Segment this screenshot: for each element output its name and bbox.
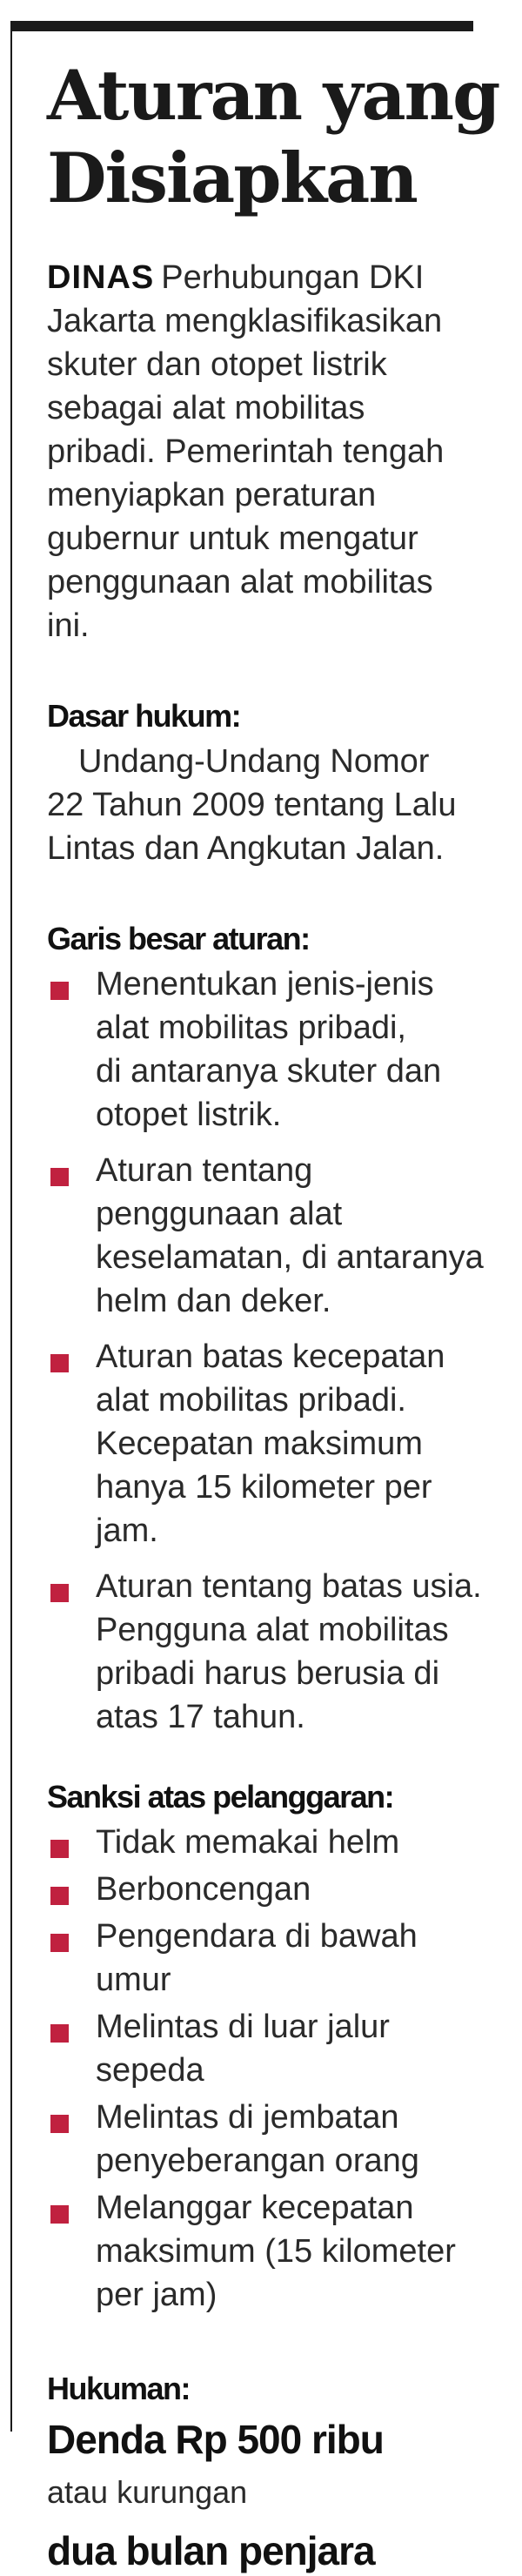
bullet-square-icon [50, 1168, 69, 1186]
legal-line: Lintas dan Angkutan Jalan. [47, 830, 445, 867]
sanctions-list [47, 1821, 499, 2317]
legal-basis-text [47, 740, 499, 870]
top-rule [10, 21, 473, 31]
intro-line: penggunaan alat mobilitas [47, 564, 433, 600]
list-item [47, 1868, 499, 1911]
intro-line [47, 256, 499, 299]
item-line: umur [96, 1962, 171, 1998]
item-line: maksimum (15 kilometer [96, 2233, 456, 2270]
intro-line: menyiapkan peraturan [47, 477, 377, 513]
item-line: Kecepatan maksimum [96, 1426, 423, 1462]
item-line: Menentukan jenis-jenis [96, 966, 434, 1003]
item-line: penyeberangan orang [96, 2143, 419, 2179]
item-line: Melintas di jembatan [96, 2099, 399, 2136]
left-rule [10, 21, 12, 2432]
bullet-square-icon [50, 2024, 69, 2043]
legal-basis-title: Dasar hukum: [47, 698, 241, 734]
list-item [47, 1335, 499, 1553]
intro-line: gubernur untuk mengatur [47, 520, 418, 557]
headline [47, 54, 499, 219]
list-item [47, 2186, 499, 2317]
legal-line: 22 Tahun 2009 tentang Lalu [47, 787, 457, 823]
penalty-fine: Denda Rp 500 ribu [47, 2417, 384, 2462]
article [47, 54, 499, 2576]
item-line: sepeda [96, 2052, 204, 2089]
list-item [47, 2096, 499, 2183]
item-line: jam. [96, 1513, 158, 1549]
bullet-square-icon [50, 2115, 69, 2133]
bullet-square-icon [50, 982, 69, 1000]
intro-lead: DINAS [47, 259, 155, 296]
item-line: atas 17 tahun. [96, 1699, 305, 1735]
headline-line: Disiapkan [47, 138, 417, 218]
item-line: Pengguna alat mobilitas [96, 1612, 449, 1648]
item-line: Melanggar kecepatan [96, 2190, 414, 2226]
legal-line: Undang-Undang Nomor [78, 743, 430, 780]
list-item [47, 2005, 499, 2092]
item-line: Aturan batas kecepatan [96, 1338, 445, 1375]
item-line: Aturan tentang [96, 1152, 313, 1189]
list-item [47, 1149, 499, 1323]
item-line: otopet listrik. [96, 1097, 282, 1133]
item-line: helm dan deker. [96, 1283, 331, 1319]
item-line: alat mobilitas pribadi, [96, 1010, 406, 1046]
list-item [47, 1821, 499, 1864]
list-item [47, 1915, 499, 2002]
bullet-square-icon [50, 1887, 69, 1905]
item-line: Aturan tentang batas usia. [96, 1568, 482, 1605]
intro-line: Jakarta mengklasifikasikan [47, 303, 443, 339]
item-line: alat mobilitas pribadi. [96, 1382, 406, 1419]
penalty-jail: dua bulan penjara [47, 2528, 375, 2573]
item-line: penggunaan alat [96, 1196, 343, 1232]
item-line: pribadi harus berusia di [96, 1655, 440, 1692]
headline-line: Aturan yang [47, 55, 499, 136]
bullet-square-icon [50, 1354, 69, 1372]
item-line: Tidak memakai helm [96, 1824, 400, 1861]
intro-paragraph [47, 256, 499, 647]
item-line: hanya 15 kilometer per [96, 1469, 432, 1506]
list-item [47, 1565, 499, 1739]
item-line: per jam) [96, 2277, 218, 2313]
intro-text: Perhubungan DKI [161, 259, 425, 296]
penalty-title: Hukuman: [47, 2371, 191, 2406]
intro-line: ini. [47, 607, 90, 644]
bullet-square-icon [50, 2205, 69, 2224]
outline-list [47, 963, 499, 1739]
intro-line: sebagai alat mobilitas [47, 390, 365, 426]
list-item [47, 963, 499, 1137]
bullet-square-icon [50, 1840, 69, 1858]
item-line: Pengendara di bawah [96, 1918, 418, 1955]
item-line: Berboncengan [96, 1871, 311, 1908]
outline-title: Garis besar aturan: [47, 921, 310, 956]
item-line: di antaranya skuter dan [96, 1053, 442, 1090]
sanctions-title: Sanksi atas pelanggaran: [47, 1779, 394, 1815]
penalty-connector: atau kurungan [47, 2474, 248, 2510]
item-line: keselamatan, di antaranya [96, 1239, 484, 1276]
item-line: Melintas di luar jalur [96, 2009, 390, 2045]
intro-line: pribadi. Pemerintah tengah [47, 433, 445, 470]
bullet-square-icon [50, 1934, 69, 1952]
bullet-square-icon [50, 1584, 69, 1602]
intro-line: skuter dan otopet listrik [47, 346, 387, 383]
